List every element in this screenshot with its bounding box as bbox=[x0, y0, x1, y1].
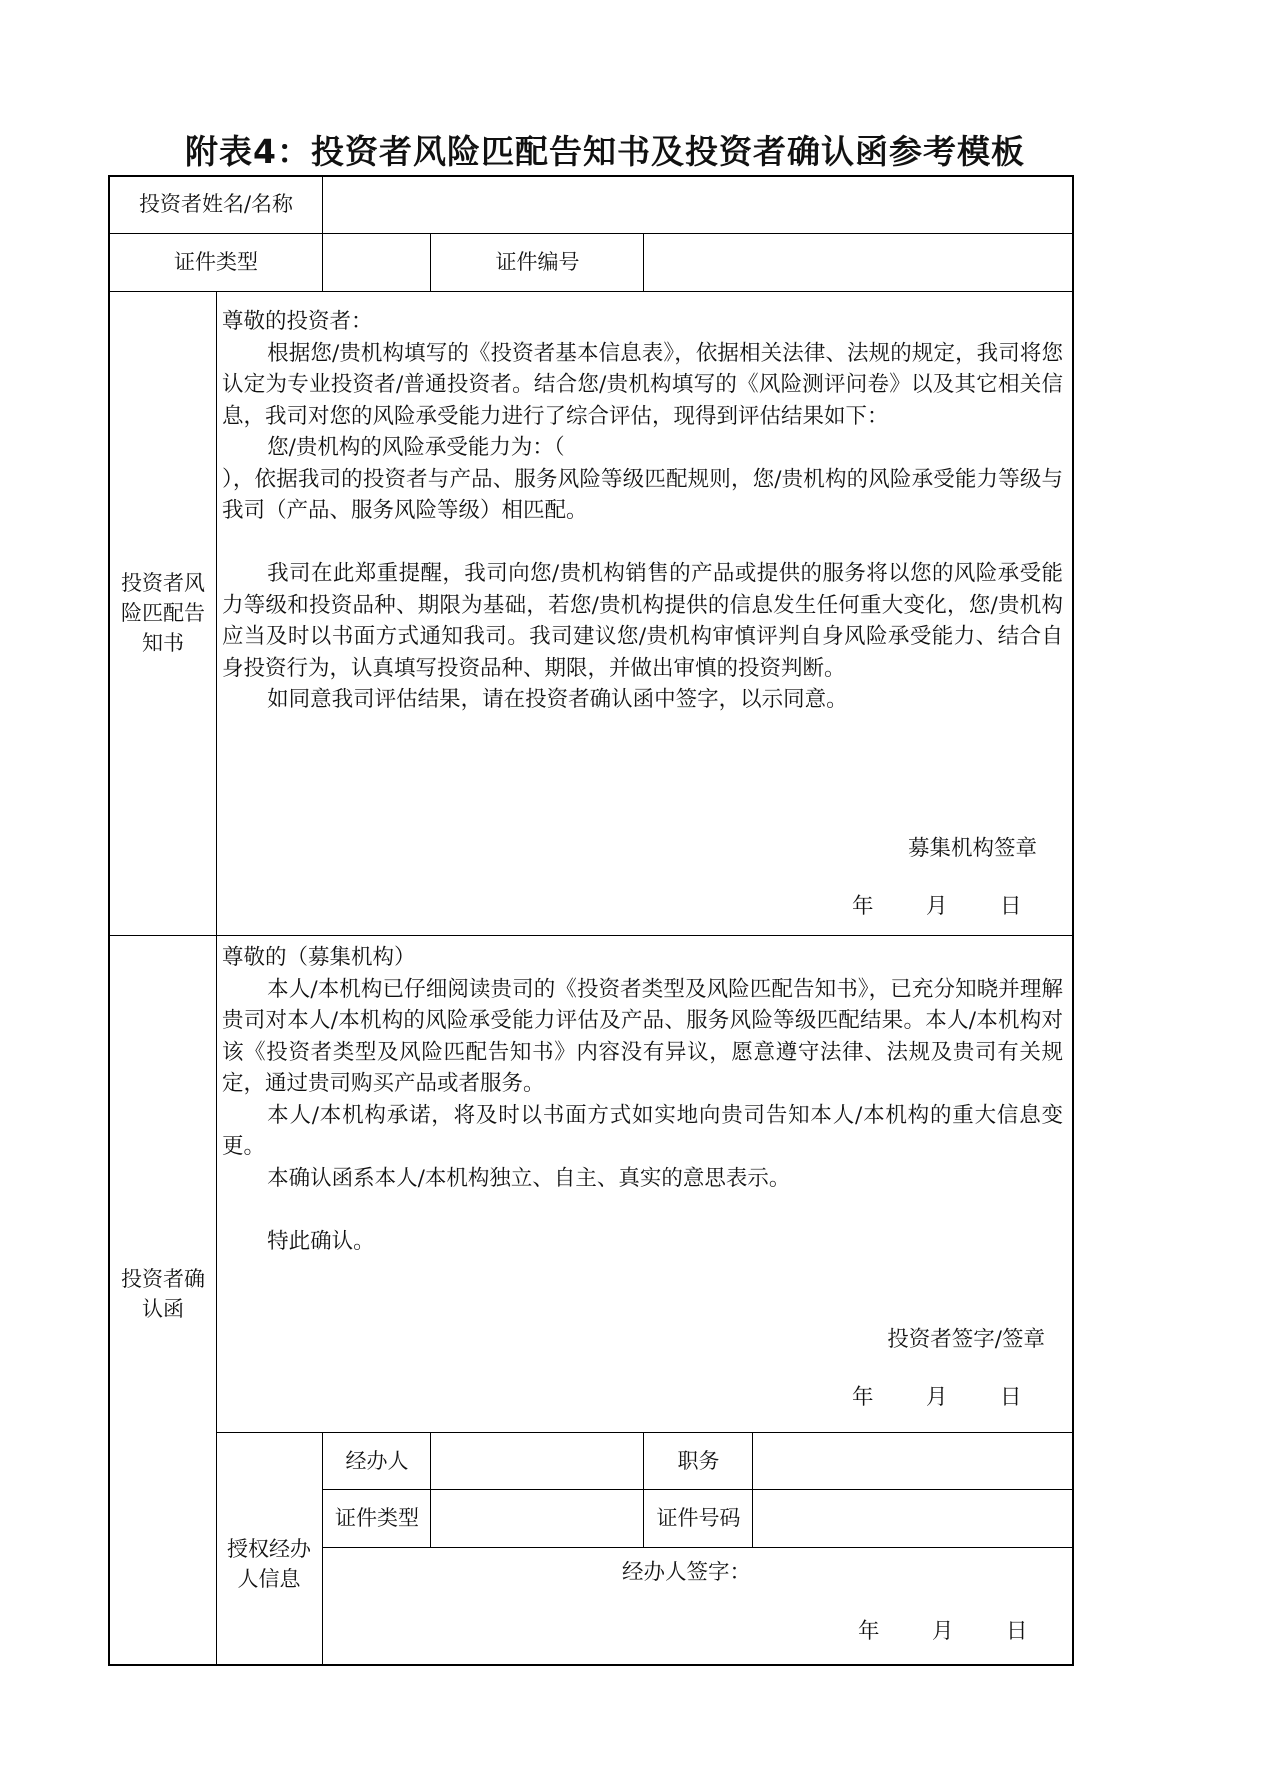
agent-id-type-field[interactable] bbox=[432, 1491, 643, 1547]
row-divider bbox=[322, 1489, 1074, 1490]
col-divider bbox=[643, 1432, 644, 1547]
day-label: 日 bbox=[1000, 1385, 1022, 1410]
row-divider bbox=[108, 935, 1074, 936]
position-field[interactable] bbox=[754, 1434, 1072, 1489]
col-divider bbox=[216, 291, 217, 1666]
institution-seal-label: 募集机构签章 bbox=[907, 836, 1037, 861]
notice-section-label: 投资者风险匹配告知书 bbox=[121, 571, 205, 655]
col-divider bbox=[430, 233, 431, 291]
confirm-section-label: 投资者确认函 bbox=[121, 1267, 205, 1321]
col-divider bbox=[322, 1432, 323, 1666]
confirm-letter bbox=[222, 942, 1063, 1257]
id-number-label: 证件编号 bbox=[495, 250, 580, 275]
confirm-date bbox=[852, 1382, 1062, 1414]
notice-paragraph: 如同意我司评估结果，请在投资者确认函中签字，以示同意。 bbox=[267, 687, 848, 712]
month-label: 月 bbox=[932, 1619, 954, 1644]
handler-sign-label: 经办人签字： bbox=[622, 1560, 752, 1585]
investor-name-label: 投资者姓名/名称 bbox=[138, 192, 294, 217]
confirm-paragraph: 本人/本机构已仔细阅读贵司的《投资者类型及风险匹配告知书》，已充分知晓并理解贵司对本人/本机构的风险承受能力评估及产品、服务风险等级匹配结果。本人/本机构对该《投资者类型及风险匹配告知书》内容没有异议，愿意遵守法律、法规及贵司有关规定，通过贵司购买产品或者服务。 bbox=[222, 976, 1063, 1096]
id-type-field[interactable] bbox=[324, 235, 430, 291]
risk-capacity-line: 您/贵机构的风险承受能力为：（ bbox=[267, 435, 565, 460]
agent-section-label: 授权经办人信息 bbox=[227, 1537, 311, 1591]
agent-date bbox=[858, 1616, 1068, 1648]
confirm-paragraph: 特此确认。 bbox=[267, 1228, 375, 1254]
day-label: 日 bbox=[1006, 1619, 1028, 1644]
id-type-label: 证件类型 bbox=[174, 250, 258, 275]
page-title: 附表4：投资者风险匹配告知书及投资者确认函参考模板 bbox=[185, 132, 1025, 171]
col-divider bbox=[752, 1432, 753, 1547]
confirm-paragraph: 本人/本机构承诺，将及时以书面方式如实地向贵司告知本人/本机构的重大信息变更。 bbox=[222, 1102, 1063, 1159]
confirm-paragraph: 本确认函系本人/本机构独立、自主、真实的意思表示。 bbox=[267, 1165, 791, 1191]
row-divider bbox=[108, 233, 1074, 234]
col-divider bbox=[322, 175, 323, 292]
row-divider bbox=[322, 1547, 1074, 1548]
year-label: 年 bbox=[852, 1385, 874, 1410]
month-label: 月 bbox=[926, 894, 948, 919]
agent-id-type-label: 证件类型 bbox=[335, 1506, 419, 1531]
month-label: 月 bbox=[926, 1385, 948, 1410]
row-divider bbox=[108, 291, 1074, 292]
col-divider bbox=[430, 1432, 431, 1547]
notice-date bbox=[852, 891, 1062, 923]
handler-label: 经办人 bbox=[345, 1448, 409, 1473]
investor-sign-label: 投资者签字/签章 bbox=[887, 1327, 1045, 1352]
confirm-greeting: 尊敬的（募集机构） bbox=[222, 945, 416, 970]
agent-id-number-label: 证件号码 bbox=[656, 1506, 741, 1531]
row-divider bbox=[216, 1432, 1074, 1433]
investor-name-field[interactable] bbox=[324, 177, 1072, 233]
notice-greeting: 尊敬的投资者： bbox=[222, 309, 373, 334]
handler-field[interactable] bbox=[432, 1434, 643, 1489]
year-label: 年 bbox=[852, 894, 874, 919]
position-label: 职务 bbox=[677, 1448, 720, 1473]
day-label: 日 bbox=[1000, 894, 1022, 919]
notice-letter bbox=[222, 306, 1063, 716]
notice-paragraph: 根据您/贵机构填写的《投资者基本信息表》，依据相关法律、法规的规定，我司将您认定为专业投资者/普通投资者。结合您/贵机构填写的《风险测评问卷》以及其它相关信息，我司对您的风险承受能力进行了综合评估，现得到评估结果如下： bbox=[222, 340, 1063, 429]
id-number-field[interactable] bbox=[645, 235, 1072, 291]
agent-id-number-field[interactable] bbox=[754, 1491, 1072, 1547]
notice-paragraph: 我司在此郑重提醒，我司向您/贵机构销售的产品或提供的服务将以您的风险承受能力等级和投资品种、期限为基础，若您/贵机构提供的信息发生任何重大变化，您/贵机构应当及时以书面方式通知我司。我司建议您/贵机构审慎评判自身风险承受能力、结合自身投资行为，认真填写投资品种、期限，并做出审慎的投资判断。 bbox=[222, 561, 1063, 681]
notice-paragraph: ），依据我司的投资者与产品、服务风险等级匹配规则，您/贵机构的风险承受能力等级与我司（产品、服务风险等级）相匹配。 bbox=[222, 466, 1063, 523]
col-divider bbox=[643, 233, 644, 291]
year-label: 年 bbox=[858, 1619, 880, 1644]
